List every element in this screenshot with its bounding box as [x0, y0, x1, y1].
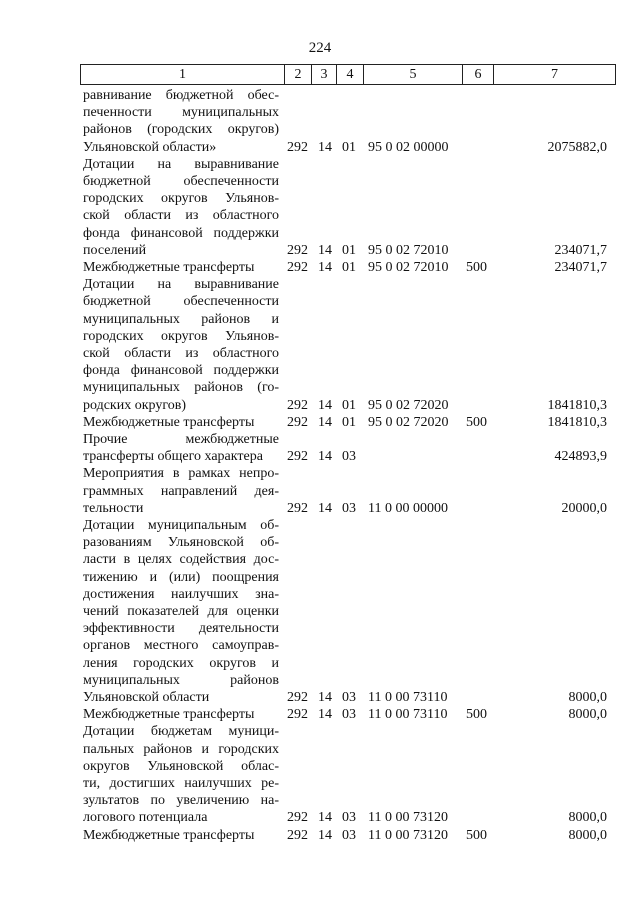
- description-line: тельности: [83, 500, 144, 516]
- description-line: трансферты общего характера: [83, 449, 263, 465]
- header-col-4: 4: [336, 65, 363, 84]
- row-description: [83, 723, 279, 826]
- header-col-1: 1: [179, 67, 186, 82]
- description-line: городских округов Ульянов-: [83, 191, 279, 207]
- description-line: чений показателей для оценки: [83, 604, 279, 620]
- row-target-article: 11 0 00 73110: [368, 707, 448, 723]
- table-row: [0, 465, 640, 517]
- table-row: [0, 414, 640, 431]
- row-description: [83, 259, 279, 276]
- row-target-article: 95 0 02 72010: [368, 259, 449, 275]
- row-amount: 8000,0: [568, 810, 607, 826]
- description-line: зультатов по увеличению на-: [83, 793, 279, 809]
- row-expense-type: 500: [466, 707, 487, 723]
- row-target-article: 11 0 00 73120: [368, 827, 448, 843]
- row-admin-code: 292: [287, 414, 308, 430]
- row-subsection: 01: [342, 242, 356, 258]
- description-line: ления городских округов и: [83, 655, 279, 671]
- row-admin-code: 292: [287, 689, 308, 705]
- row-admin-code: 292: [287, 827, 308, 843]
- description-line: муниципальных районов (го-: [83, 380, 279, 396]
- description-line: Межбюджетные трансферты: [83, 707, 255, 723]
- row-description: [83, 156, 279, 259]
- row-target-article: 11 0 00 00000: [368, 500, 448, 516]
- description-line: печенности муниципальных: [83, 105, 279, 121]
- description-line: поселений: [83, 242, 147, 258]
- row-description: [83, 465, 279, 517]
- row-expense-type: 500: [466, 414, 487, 430]
- row-subsection: 03: [342, 810, 356, 826]
- header-col-6: 6: [462, 65, 493, 84]
- description-line: городских округов Ульянов-: [83, 328, 279, 344]
- row-admin-code: 292: [287, 810, 308, 826]
- row-section: 14: [318, 500, 332, 516]
- row-section: 14: [318, 414, 332, 430]
- description-line: фонда финансовой поддержки: [83, 363, 279, 379]
- row-section: 14: [318, 397, 332, 413]
- description-line: равнивание бюджетной обес-: [83, 88, 279, 103]
- row-section: 14: [318, 810, 332, 826]
- row-section: 14: [318, 139, 332, 155]
- row-description: [83, 431, 279, 465]
- description-line: ской области из областного: [83, 346, 279, 361]
- row-subsection: 01: [342, 414, 356, 430]
- row-section: 14: [318, 449, 332, 465]
- table-row: [0, 517, 640, 706]
- description-line: логового потенциала: [83, 810, 208, 826]
- table-row: [0, 706, 640, 723]
- description-line: фонда финансовой поддержки: [83, 225, 279, 241]
- description-line: муниципальных районов: [83, 672, 279, 688]
- row-expense-type: 500: [466, 259, 487, 275]
- description-line: муниципальных районов и: [83, 311, 279, 327]
- row-admin-code: 292: [287, 259, 308, 275]
- description-line: Прочие межбюджетные: [83, 432, 279, 447]
- header-col-7: 7: [493, 65, 615, 84]
- description-line: родских округов): [83, 397, 187, 413]
- description-line: разованиям Ульяновской об-: [83, 535, 279, 551]
- row-amount: 1841810,3: [547, 397, 607, 413]
- row-amount: 2075882,0: [547, 139, 607, 155]
- row-section: 14: [318, 707, 332, 723]
- description-line: ской области из областного: [83, 208, 279, 224]
- row-amount: 424893,9: [554, 449, 607, 465]
- row-section: 14: [318, 827, 332, 843]
- description-line: достижения наилучших зна-: [83, 586, 279, 602]
- page-number: 224: [308, 40, 332, 56]
- description-line: ласти в целях содействия дос-: [83, 552, 279, 568]
- table-header: [80, 64, 616, 85]
- table-row: [0, 156, 640, 259]
- row-subsection: 03: [342, 827, 356, 843]
- row-expense-type: 500: [466, 827, 487, 843]
- row-amount: 234071,7: [554, 259, 607, 275]
- header-col-5: 5: [363, 65, 462, 84]
- row-section: 14: [318, 259, 332, 275]
- description-line: Ульяновской области: [83, 690, 210, 706]
- row-admin-code: 292: [287, 139, 308, 155]
- description-line: Межбюджетные трансферты: [83, 260, 255, 275]
- description-line: Дотации на выравнивание: [83, 277, 279, 293]
- row-target-article: 11 0 00 73120: [368, 810, 448, 826]
- description-line: Межбюджетные трансферты: [83, 827, 255, 843]
- header-col-2: 2: [284, 65, 311, 84]
- row-amount: 234071,7: [554, 242, 607, 258]
- row-admin-code: 292: [287, 242, 308, 258]
- row-subsection: 01: [342, 139, 356, 155]
- row-target-article: 95 0 02 72020: [368, 397, 449, 413]
- row-description: [83, 414, 279, 431]
- row-admin-code: 292: [287, 707, 308, 723]
- description-line: органов местного самоуправ-: [83, 638, 279, 654]
- row-amount: 1841810,3: [547, 414, 607, 430]
- description-line: округов Ульяновской облас-: [83, 758, 279, 774]
- row-target-article: 95 0 02 72020: [368, 414, 449, 430]
- row-section: 14: [318, 242, 332, 258]
- description-line: Дотации бюджетам муници-: [83, 724, 279, 740]
- row-subsection: 01: [342, 259, 356, 275]
- description-line: ти, достигших наилучших ре-: [83, 776, 279, 791]
- table-row: [0, 276, 640, 414]
- row-amount: 20000,0: [561, 500, 607, 516]
- row-description: [83, 517, 279, 706]
- table-row: [0, 87, 640, 156]
- description-line: бюджетной обеспеченности: [83, 294, 279, 310]
- description-line: районов (городских округов): [83, 122, 279, 138]
- description-line: тижению и (или) поощрения: [83, 569, 279, 585]
- description-line: Дотации на выравнивание: [83, 156, 279, 172]
- table-row: [0, 431, 640, 465]
- table-row: [0, 827, 640, 844]
- row-subsection: 01: [342, 397, 356, 413]
- row-section: 14: [318, 689, 332, 705]
- row-target-article: 95 0 02 72010: [368, 242, 449, 258]
- header-col-3: 3: [311, 65, 336, 84]
- description-line: Межбюджетные трансферты: [83, 414, 255, 430]
- row-description: [83, 827, 279, 844]
- table-row: [0, 259, 640, 276]
- table-row: [0, 723, 640, 826]
- row-subsection: 03: [342, 500, 356, 516]
- description-line: эффективности деятельности: [83, 621, 279, 637]
- row-admin-code: 292: [287, 500, 308, 516]
- row-target-article: 95 0 02 00000: [368, 139, 449, 155]
- row-description: [83, 87, 279, 156]
- row-subsection: 03: [342, 449, 356, 465]
- row-subsection: 03: [342, 707, 356, 723]
- row-description: [83, 706, 279, 723]
- row-description: [83, 276, 279, 414]
- row-admin-code: 292: [287, 397, 308, 413]
- description-line: пальных районов и городских: [83, 741, 279, 757]
- row-admin-code: 292: [287, 449, 308, 465]
- description-line: граммных направлений дея-: [83, 483, 279, 499]
- description-line: Мероприятия в рамках непро-: [83, 466, 279, 482]
- row-amount: 8000,0: [568, 689, 607, 705]
- row-amount: 8000,0: [568, 707, 607, 723]
- row-amount: 8000,0: [568, 827, 607, 843]
- row-target-article: 11 0 00 73110: [368, 689, 448, 705]
- description-line: Дотации муниципальным об-: [83, 518, 279, 533]
- description-line: бюджетной обеспеченности: [83, 174, 279, 189]
- row-subsection: 03: [342, 689, 356, 705]
- description-line: Ульяновской области»: [83, 139, 217, 155]
